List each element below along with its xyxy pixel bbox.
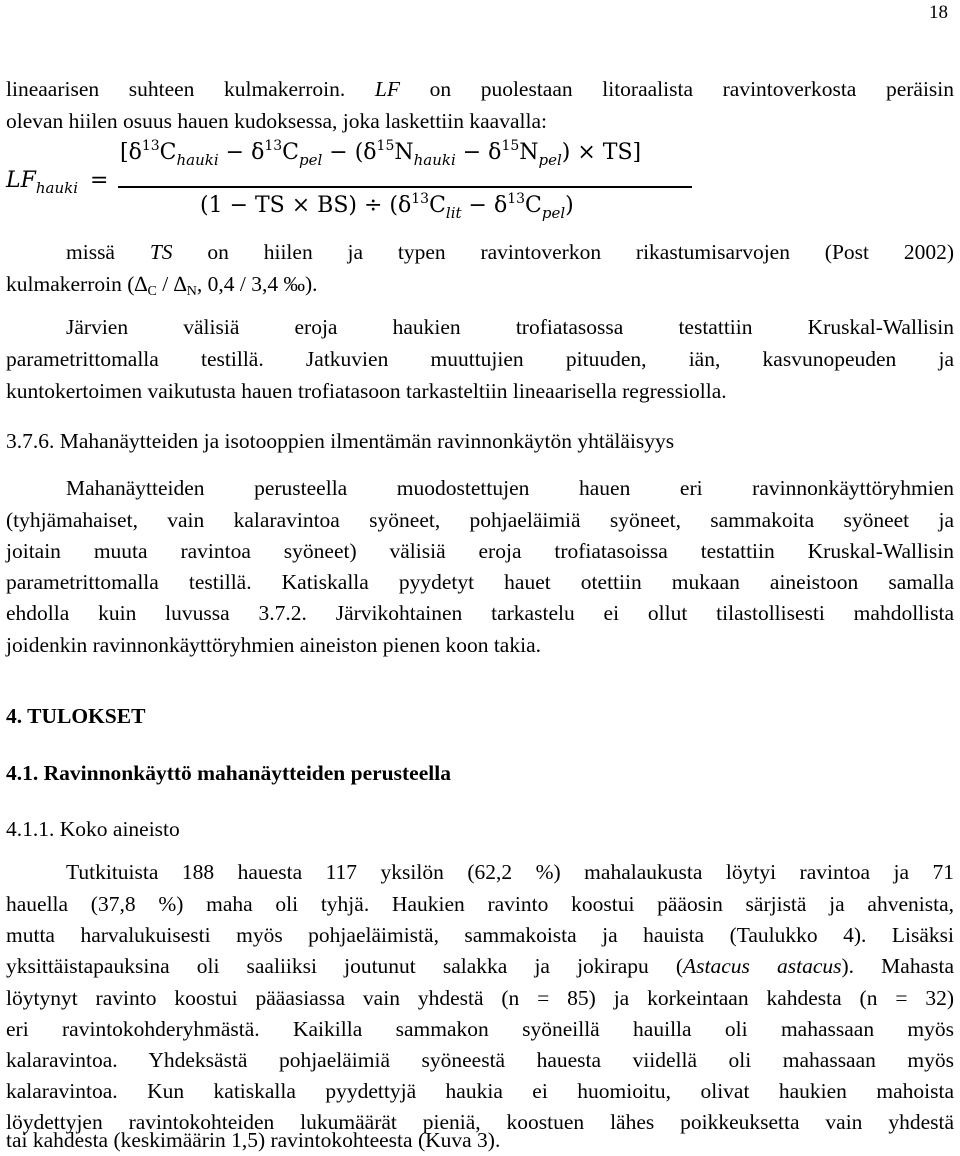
italic-term: LF bbox=[374, 77, 400, 101]
formula-superscript: 15 bbox=[501, 138, 520, 154]
formula-token: ) bbox=[565, 193, 574, 218]
text-span: lineaarisen suhteen kulmakerroin. bbox=[6, 77, 346, 101]
chapter-heading: 4. TULOKSET bbox=[6, 704, 146, 728]
text-span: on puolestaan litoraalista ravintoverkosta peräisin bbox=[429, 77, 955, 101]
species-name: Astacus astacus bbox=[683, 954, 842, 978]
formula-subscript: pel bbox=[538, 151, 562, 169]
paragraph-line: löytynyt ravinto koostui pääasiassa vain yhdestä (n = 85) ja korkeintaan kahdesta (n = 32) bbox=[6, 986, 954, 1010]
text-span: ). Mahasta bbox=[841, 954, 954, 978]
paragraph-line: joidenkin ravinnonkäyttöryhmien aineiston pienen koon takia. bbox=[6, 633, 541, 657]
italic-term: TS bbox=[149, 240, 173, 264]
paragraph-line: kalaravintoa. Kun katiskalla pyydettyjä haukia ei huomioitu, olivat haukien mahoista bbox=[6, 1079, 954, 1103]
paragraph-line: olevan hiilen osuus hauen kudoksessa, joka laskettiin kaavalla: bbox=[6, 109, 547, 133]
paragraph-line: ehdolla kuin luvussa 3.7.2. Järvikohtainen tarkastelu ei ollut tilastollisesti mahdollista bbox=[6, 601, 954, 625]
formula-token: [δ bbox=[120, 140, 142, 165]
formula-subscript: hauki bbox=[176, 151, 219, 169]
formula-lhs-subscript: hauki bbox=[35, 179, 79, 197]
formula-subscript: hauki bbox=[413, 151, 456, 169]
paragraph-line: mutta harvalukuisesti myös pohjaeläimistä, sammakoista ja hauista (Taulukko 4). Lisäksi bbox=[6, 923, 954, 947]
paragraph-line: Tutkituista 188 hauesta 117 yksilön (62,2 %) mahalaukusta löytyi ravintoa ja 71 bbox=[66, 860, 954, 884]
formula-token: − δ bbox=[218, 140, 265, 165]
formula-token: N bbox=[519, 140, 539, 165]
formula-token: ) × TS] bbox=[561, 140, 642, 165]
paragraph-line: kuntokertoimen vaikutusta hauen trofiatasoon tarkasteltiin lineaarisella regressiolla. bbox=[6, 379, 727, 403]
fraction-bar bbox=[118, 186, 692, 188]
formula-token: (1 − TS × BS) ÷ (δ bbox=[200, 193, 412, 218]
paragraph-line: eri ravintokohderyhmästä. Kaikilla sammakon syöneillä hauilla oli mahassaan myös bbox=[6, 1017, 954, 1041]
text-span: yksittäistapauksina oli saaliiksi joutunut salakka ja jokirapu ( bbox=[6, 954, 684, 978]
page-number: 18 bbox=[929, 2, 948, 23]
formula-token: − δ bbox=[461, 193, 508, 218]
formula-equals: = bbox=[90, 168, 109, 193]
paragraph-line bbox=[6, 950, 954, 982]
formula-token: C bbox=[429, 193, 446, 218]
formula-superscript: 13 bbox=[264, 138, 283, 154]
paragraph-line bbox=[6, 73, 954, 105]
formula-subscript: pel bbox=[299, 151, 323, 169]
paragraph-line bbox=[6, 268, 954, 300]
formula-denominator bbox=[200, 191, 574, 222]
formula-token: C bbox=[159, 140, 177, 165]
formula-subscript: pel bbox=[541, 204, 566, 222]
paragraph-line: parametrittomalla testillä. Jatkuvien muuttujien pituuden, iän, kasvunopeuden ja bbox=[6, 347, 954, 371]
subscript: N bbox=[186, 284, 197, 299]
paragraph-line: tai kahdesta (keskimäärin 1,5) ravintokohteesta (Kuva 3). bbox=[6, 1128, 501, 1152]
formula-subscript: lit bbox=[445, 204, 462, 222]
formula-numerator bbox=[120, 138, 642, 169]
paragraph-line: (tyhjämahaiset, vain kalaravintoa syöneet, pohjaeläimiä syöneet, sammakoita syöneet ja bbox=[6, 508, 954, 532]
formula-lhs bbox=[6, 168, 109, 197]
paragraph-line bbox=[66, 236, 954, 268]
formula-superscript: 15 bbox=[376, 138, 395, 154]
paragraph-line: Mahanäytteiden perusteella muodostettujen hauen eri ravinnonkäyttöryhmien bbox=[66, 476, 954, 500]
paragraph-line: Järvien välisiä eroja haukien trofiatasossa testattiin Kruskal-Wallisin bbox=[66, 315, 954, 339]
formula-token: − (δ bbox=[322, 140, 377, 165]
formula-token: C bbox=[525, 193, 542, 218]
section-heading: 4.1. Ravinnonkäyttö mahanäytteiden perusteella bbox=[6, 761, 451, 785]
subscript: C bbox=[147, 284, 157, 299]
subsection-heading: 4.1.1. Koko aineisto bbox=[6, 817, 180, 841]
paragraph-line: parametrittomalla testillä. Katiskalla pyydetyt hauet otettiin mukaan aineistoon samalla bbox=[6, 570, 954, 594]
formula-token: C bbox=[282, 140, 299, 165]
formula-superscript: 13 bbox=[411, 191, 430, 207]
paragraph-line: hauella (37,8 %) maha oli tyhjä. Haukien ravinto koostui pääosin särjistä ja ahvenista, bbox=[6, 892, 954, 916]
text-span: , 0,4 / 3,4 ‰). bbox=[196, 272, 318, 296]
text-span: missä bbox=[66, 240, 115, 264]
formula-superscript: 13 bbox=[141, 138, 160, 154]
text-span: on hiilen ja typen ravintoverkon rikastumisarvojen (Post 2002) bbox=[207, 240, 955, 264]
section-heading: 3.7.6. Mahanäytteiden ja isotooppien ilmentämän ravinnonkäytön yhtäläisyys bbox=[6, 429, 675, 453]
formula-superscript: 13 bbox=[507, 191, 526, 207]
formula-lhs-symbol: LF bbox=[6, 168, 36, 193]
paragraph-line: joitain muuta ravintoa syöneet) välisiä eroja trofiatasoissa testattiin Kruskal-Wallisin bbox=[6, 539, 954, 563]
formula-token: N bbox=[394, 140, 414, 165]
text-span: / ∆ bbox=[156, 272, 187, 296]
text-span: kulmakerroin (∆ bbox=[6, 272, 148, 296]
paragraph-line: löydettyjen ravintokohteiden lukumäärät pieniä, koostuen lähes poikkeuksetta vain yhdestä bbox=[6, 1110, 954, 1134]
formula-token: − δ bbox=[455, 140, 502, 165]
paragraph-line: kalaravintoa. Yhdeksästä pohjaeläimiä syöneestä hauesta viidellä oli mahassaan myös bbox=[6, 1048, 954, 1072]
